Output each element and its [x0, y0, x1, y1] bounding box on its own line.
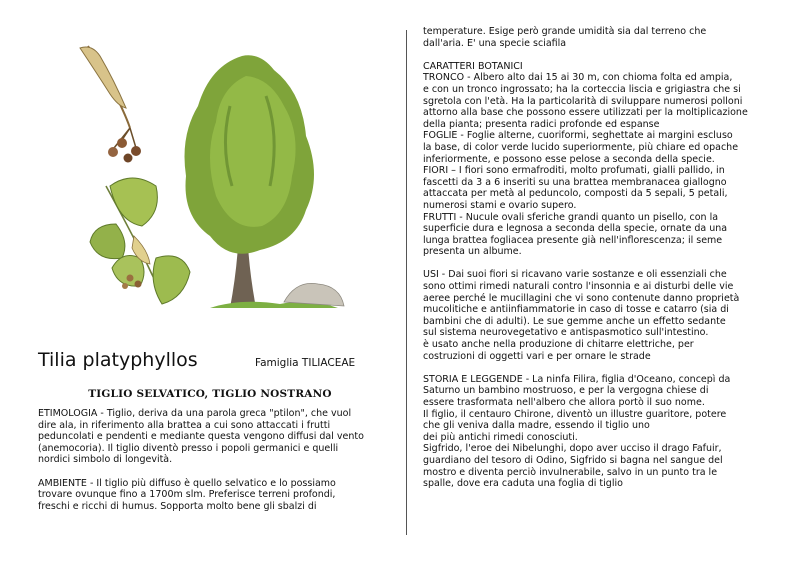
left-column	[38, 408, 390, 512]
text-line: STORIA E LEGGENDE - La ninfa Filira, figlia d'Oceano, concepì da	[423, 373, 731, 385]
text-line: FRUTTI - Nucule ovali sferiche grandi quanto un pisello, con la	[423, 211, 719, 223]
text-line: USI - Dai suoi fiori si ricavano varie sostanze e oli essenziali che	[423, 269, 727, 281]
text-line: lunga brattea fogliacea presente già nell'inflorescenza; il seme	[423, 234, 723, 246]
text-line: sono ottimi rimedi naturali contro l'insonnia e ai disturbi delle vie	[423, 281, 734, 293]
text-line: sul sistema neurovegetativo e antispasmotico sull'intestino.	[423, 327, 709, 339]
caratteri-botanici-paragraph	[423, 61, 775, 258]
text-line: è usato anche nella produzione di chitarre elettriche, per	[423, 339, 694, 351]
column-divider	[406, 30, 407, 535]
text-line: freschi e ricchi di humus. Sopporta molto bene gli sbalzi di	[38, 500, 317, 512]
text-line: inferiormente, e possono esse pelose a seconda della specie.	[423, 153, 715, 165]
ambiente-continued-paragraph	[423, 26, 775, 49]
text-line: temperature. Esige però grande umidità sia dal terreno che	[423, 26, 707, 37]
right-column	[423, 26, 775, 490]
text-line: e con un tronco ingrossato; ha la corteccia liscia e grigiastra che si	[423, 83, 741, 95]
text-line: aeree perché le mucillagini che vi sono contenute danno proprietà	[423, 292, 740, 304]
text-line: mucolitiche e antiinfiammatorie in caso di tosse e catarro (sia di	[423, 304, 729, 316]
leaves-branch-icon	[90, 178, 190, 304]
text-line: che gli veniva dalla madre, essendo il tiglio uno	[423, 420, 650, 432]
text-line: FOGLIE - Foglie alterne, cuoriformi, seghettate ai margini escluso	[423, 130, 733, 142]
etimologia-paragraph	[38, 408, 390, 466]
text-line: fascetti da 3 a 6 inseriti su una brattea membranacea giallogno	[423, 176, 727, 188]
text-line: attorno alla base che possono essere utilizzati per la moltiplicazione	[423, 107, 748, 119]
text-line: numerosi stami e ovario supero.	[423, 199, 577, 211]
text-line: Il figlio, il centauro Chirone, diventò un illustre guaritore, potere	[423, 408, 727, 420]
text-line: la base, di color verde lucido superiormente, più chiare ed opache	[423, 141, 739, 153]
fruit-branch-icon	[80, 46, 141, 163]
ambiente-paragraph	[38, 478, 390, 513]
text-line: dire ala, in riferimento alla brattea a cui sono attaccati i frutti	[38, 419, 331, 431]
text-line: mostro e diventa perciò invulnerabile, salvo in un punto tra le	[423, 466, 718, 478]
storia-leggende-paragraph	[423, 374, 775, 490]
text-line: spalle, dove era caduta una foglia di tiglio	[423, 478, 623, 490]
text-line: nordici simbolo di longevità.	[38, 454, 173, 466]
text-line: dei più antichi rimedi conosciuti.	[423, 431, 578, 443]
tilia-illustration	[70, 36, 370, 326]
text-line: bambini che di adulti). Le sue gemme anche un effetto sedante	[423, 315, 726, 327]
text-line: costruzioni di oggetti vari e per ornare le strade	[423, 350, 651, 362]
text-line: FIORI – I fiori sono ermafroditi, molto profumati, gialli pallido, in	[423, 165, 725, 177]
species-name: Tilia platyphyllos	[38, 349, 198, 371]
text-line: della pianta; presenta radici profonde ed espanse	[423, 118, 660, 130]
text-line: guardiano del tesoro di Odino, Sigfrido si bagna nel sangue del	[423, 454, 723, 466]
usi-paragraph	[423, 269, 775, 362]
text-line: sgretola con l'età. Ha la particolarità di sviluppare numerosi polloni	[423, 95, 743, 107]
text-line: peduncolati e pendenti e mediante questa vengono diffusi dal vento	[38, 431, 364, 443]
text-line: dall'aria. E' una specie sciafila	[423, 37, 567, 49]
tree-icon	[185, 55, 345, 308]
text-line: TRONCO - Albero alto dai 15 ai 30 m, con chioma folta ed ampia,	[423, 72, 733, 84]
text-line: presenta un albume.	[423, 246, 522, 258]
text-line: (anemocoria). Il tiglio diventò presso i popoli germanici e quelli	[38, 442, 339, 454]
section-heading: CARATTERI BOTANICI	[423, 60, 523, 72]
text-line: Saturno un bambino mostruoso, e per la vergogna chiese di	[423, 385, 709, 397]
text-line: attaccata per metà al peduncolo, composti da 5 sepali, 5 petali,	[423, 188, 728, 200]
family-name: Famiglia TILIACEAE	[255, 357, 356, 369]
text-line: trovare ovunque fino a 1700m slm. Preferisce terreni profondi,	[38, 489, 336, 501]
text-line: AMBIENTE - Il tiglio più diffuso è quello selvatico e lo possiamo	[38, 477, 336, 489]
text-line: superficie dura e legnosa a seconda della specie, ornate da una	[423, 223, 728, 235]
common-names: TIGLIO SELVATICO, TIGLIO NOSTRANO	[88, 388, 332, 400]
text-line: essere trasformata nell'albero che allora portò il suo nome.	[423, 397, 705, 408]
text-line: Sigfrido, l'eroe dei Nibelunghi, dopo aver ucciso il drago Fafuir,	[423, 443, 722, 455]
text-line: ETIMOLOGIA - Tiglio, deriva da una parola greca "ptilon", che vuol	[38, 408, 352, 419]
